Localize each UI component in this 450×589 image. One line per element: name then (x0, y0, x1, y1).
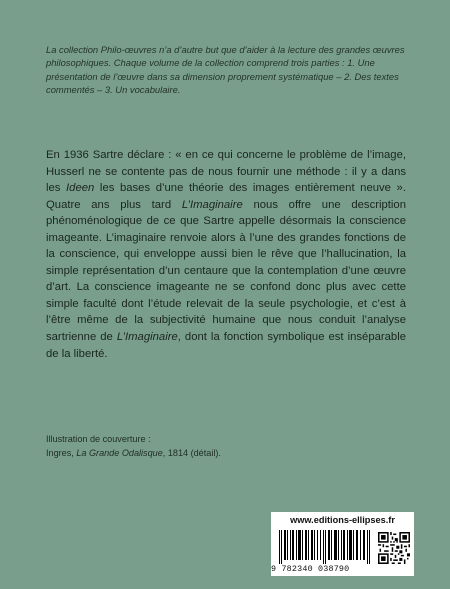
qr-code[interactable] (378, 532, 410, 564)
collection-description: La collection Philo-œuvres n’a d’autre but que d’aider à la lecture des grandes œuvres philosophiques. Chaque volume de la collection comprend trois parties : 1. Une présentation de l’œuvre dans sa dimension proprement systématique – 2. Des textes commentés – 3. Un vocabulaire. (46, 44, 405, 96)
summary-part-1: En 1936 Sartre déclare : « en ce qui concerne le problème de l’image, Husserl ne se contente pas de nous fournir une méthode : il y a dans les (46, 149, 406, 195)
isbn-number: 9 782340 038790 (271, 564, 350, 574)
credit-detail (46, 447, 346, 461)
summary-paragraph (46, 147, 406, 362)
credit-artist: Ingres, (46, 447, 77, 458)
ideen-title: Ideen (66, 182, 95, 195)
publisher-website[interactable]: www.editions-ellipses.fr (290, 515, 395, 525)
limaginaire-title: L’Imaginaire (181, 198, 243, 211)
limaginaire-title-2: L’Imaginaire (116, 331, 178, 344)
credit-heading: Illustration de couverture : (46, 434, 151, 444)
summary-part-4: , dont la fonction symbolique est inséparable de la liberté. (46, 331, 406, 360)
credit-date: , 1814 (détail). (162, 447, 221, 458)
summary-part-2: les bases d’une théorie des images entièrement neuve ». Quatre ans plus tard (46, 182, 406, 211)
summary-part-3: nous offre une description phénoménologique de ce que Sartre appelle désormais la conscience imageante. L’imaginaire renvoie alors à l’une des grandes fonctions de la conscience, qui enveloppe aussi bien le rêve que l’hallucination, la simple représentation d’un centaure que la contemplation d’une œuvre d’art. La conscience imageante ne se confond donc plus avec cette simple faculté dont l’étude relevait de la seule psychologie, et c’est à l’être même de la subjectivité humaine que nous conduit l’analyse sartrienne de (46, 198, 407, 344)
barcode-box (271, 512, 414, 576)
credit-work-title: La Grande Odalisque (76, 447, 163, 458)
isbn-barcode (277, 530, 373, 564)
cover-illustration-credit (46, 433, 346, 460)
